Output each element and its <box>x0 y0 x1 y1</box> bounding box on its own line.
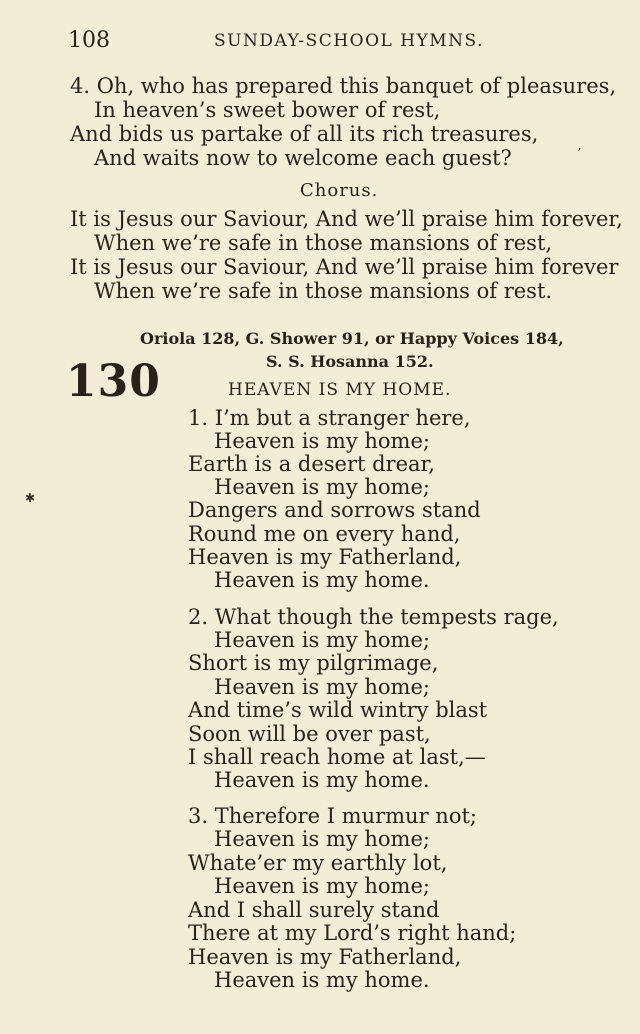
verse-line: Heaven is my Fatherland, <box>188 945 462 969</box>
verse-line: I shall reach home at last,— <box>188 745 486 769</box>
verse-line: In heaven’s sweet bower of rest, <box>94 98 441 122</box>
verse-line: Heaven is my home; <box>214 827 430 851</box>
tune-reference: S. S. Hosanna 152. <box>266 352 434 371</box>
chorus-line: When we’re safe in those mansions of rest, <box>94 231 553 255</box>
verse-line: Soon will be over past, <box>188 722 431 746</box>
verse-line: Heaven is my home; <box>214 874 430 898</box>
verse-line: And I shall surely stand <box>188 898 440 922</box>
verse-line: Heaven is my home. <box>214 968 430 992</box>
verse-line: There at my Lord’s right hand; <box>188 921 517 945</box>
verse-line: Heaven is my home. <box>214 568 430 592</box>
verse-line: And bids us partake of all its rich treasures, <box>70 122 539 146</box>
verse-line: Heaven is my home; <box>214 675 430 699</box>
verse-line: Heaven is my home; <box>214 628 430 652</box>
verse-line: And time’s wild wintry blast <box>188 698 488 722</box>
verse-line: 3. Therefore I murmur not; <box>188 804 477 828</box>
page-number: 108 <box>68 28 110 53</box>
chorus-line: It is Jesus our Saviour, And we’ll praise him forever, <box>70 207 623 231</box>
verse-line: 4. Oh, who has prepared this banquet of pleasures, <box>70 74 617 98</box>
hymn-number: 130 <box>66 356 161 407</box>
verse-line: Heaven is my Fatherland, <box>188 545 462 569</box>
verse-line: Dangers and sorrows stand <box>188 498 481 522</box>
verse-line: And waits now to welcome each guest? <box>94 146 512 170</box>
ink-speck-icon: ʼ <box>577 146 581 160</box>
verse-line: Short is my pilgrimage, <box>188 651 439 675</box>
ink-speck-icon: ✱ <box>25 491 36 505</box>
verse-line: Whate’er my earthly lot, <box>188 851 448 875</box>
chorus-line: It is Jesus our Saviour, And we’ll praise him forever <box>70 255 619 279</box>
running-title: SUNDAY-SCHOOL HYMNS. <box>214 31 484 51</box>
verse-line: Round me on every hand, <box>188 522 461 546</box>
verse-line: Heaven is my home; <box>214 475 430 499</box>
verse-line: Earth is a desert drear, <box>188 452 435 476</box>
verse-line: 2. What though the tempests rage, <box>188 605 559 629</box>
chorus-line: When we’re safe in those mansions of rest. <box>94 279 553 303</box>
verse-line: 1. I’m but a stranger here, <box>188 406 471 430</box>
chorus-heading: Chorus. <box>300 180 379 201</box>
hymn-title: HEAVEN IS MY HOME. <box>228 380 452 400</box>
tune-reference: Oriola 128, G. Shower 91, or Happy Voices 184, <box>140 329 564 348</box>
verse-line: Heaven is my home; <box>214 429 430 453</box>
verse-line: Heaven is my home. <box>214 768 430 792</box>
